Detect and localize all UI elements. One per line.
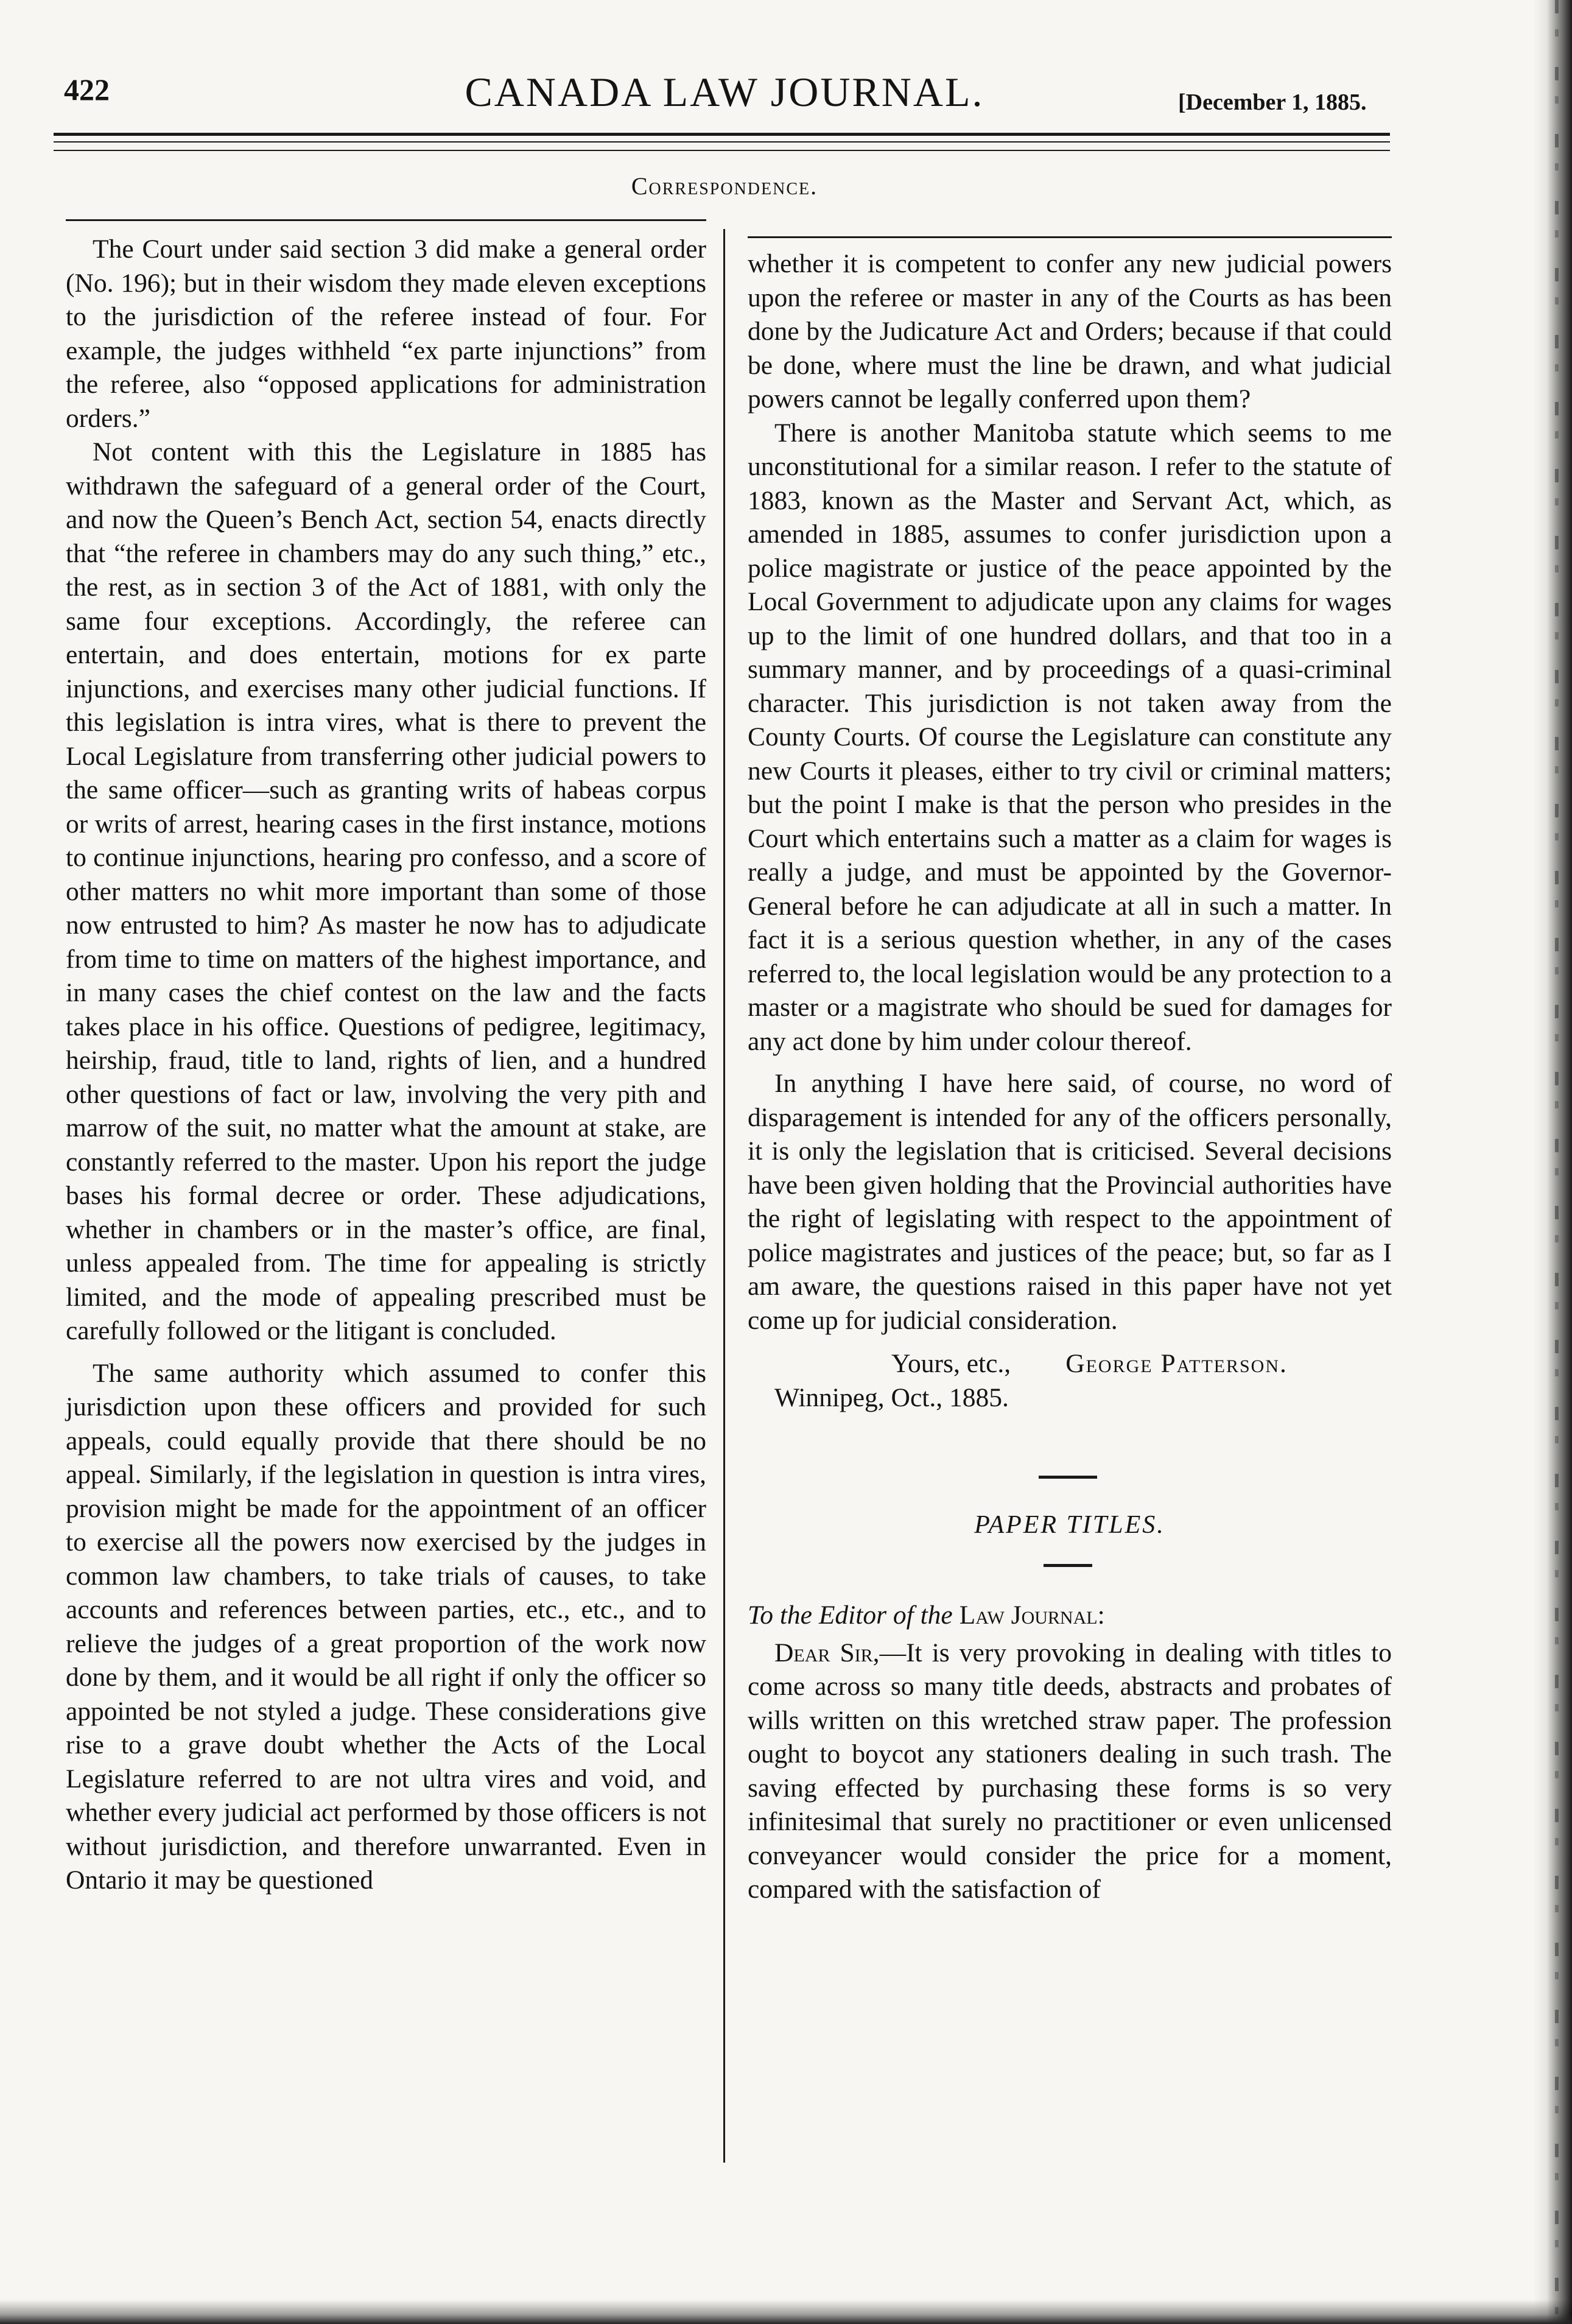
page-edge-shadow	[1533, 0, 1572, 2324]
article-title: PAPER TITLES.	[974, 1511, 1165, 1539]
signoff-closing: Yours, etc.,	[891, 1349, 1011, 1378]
separator-dash-2	[1044, 1564, 1092, 1567]
dear-sir: Dear Sir,	[774, 1638, 880, 1667]
article-body-text: —It is very provoking in dealing with titles to come across so many title deeds, abstracts and probates of wills written on this wretched straw paper. The profession ought to boycot any stationers dealing in such trash. The saving effected by purchasing these forms is so very infinitesimal that surely no practitioner or even unlicensed conveyancer would consider the price for a moment, compared with the satisfaction of	[748, 1638, 1392, 1904]
column-divider	[723, 229, 725, 2163]
article-body	[748, 1636, 1392, 1907]
separator-dash	[1039, 1476, 1097, 1479]
salutation-prefix: To the Editor of the	[748, 1600, 953, 1630]
section-rule-left	[66, 219, 706, 221]
left-column	[66, 233, 706, 1898]
journal-title: CANADA LAW JOURNAL.	[465, 69, 984, 115]
header-rule-thick	[54, 133, 1390, 136]
header-rule-thin	[54, 141, 1390, 143]
page-number: 422	[64, 72, 110, 107]
left-paragraph-2: Not content with this the Legislature in 1885 has withdrawn the safeguard of a general order of the Court, and now the Queen’s Bench Act, section 54, enacts directly that “the referee in chambers may do any such thing,” etc., the rest, as in section 3 of the Act of 1881, with only the same four exceptions. Accordingly, the referee can entertain, and does entertain, motions for ex parte injunctions, and exercises many other judicial functions. If this legislation is intra vires, what is there to prevent the Local Legislature from transferring other judicial powers to the same officer—such as granting writs of habeas corpus or writs of arrest, hearing cases in the first instance, motions to continue injunctions, hearing pro confesso, and a score of other matters no whit more important than some of those now entrusted to him? As master he now has to adjudicate from time to time on matters of the highest importance, and in many cases the chief contest on the law and the facts takes place in his office. Questions of pedigree, legitimacy, heirship, fraud, title to land, rights of lien, and a hundred other questions of fact or law, involving the very pith and marrow of the suit, no matter what the amount at stake, are constantly referred to the master. Upon his report the judge bases his formal decree or order. These adjudications, whether in chambers or in the master’s office, are final, unless appealed from. The time for appealing is strictly limited, and the mode of appealing prescribed must be carefully followed or the litigant is concluded.	[66, 437, 706, 1345]
signoff-line	[748, 1347, 1392, 1381]
header-rule-thin-2	[54, 150, 1390, 151]
section-heading: Correspondence.	[631, 172, 818, 200]
salutation-suffix: :	[1097, 1600, 1105, 1630]
page-bottom-shadow	[0, 2300, 1572, 2324]
right-column	[748, 247, 1392, 1907]
right-paragraph-3: In anything I have here said, of course, no word of disparagement is intended for any of the officers personally, it is only the legislation that is criticised. Several decisions have been given holding that the Provincial authorities have the right of legislating with respect to the appointment of police magistrates and justices of the peace; but, so far as I am aware, the questions raised in this paper have not yet come up for judicial consideration.	[748, 1069, 1392, 1335]
signoff-name: George Patterson.	[1065, 1349, 1288, 1378]
section-rule-right	[748, 236, 1392, 238]
left-paragraph-1: The Court under said section 3 did make a general order (No. 196); but in their wisdom they made eleven exceptions to the jurisdiction of the referee instead of four. For example, the judges withheld “ex parte injunctions” from the referee, also “opposed applications for administration orders.”	[66, 234, 706, 433]
salutation-journal: Law Journal	[959, 1600, 1098, 1630]
issue-date: [December 1, 1885.	[1178, 90, 1367, 115]
page-edge-binding	[1555, 0, 1559, 2324]
salutation	[748, 1599, 1392, 1633]
signoff-place-date: Winnipeg, Oct., 1885.	[774, 1382, 1009, 1412]
right-paragraph-1: whether it is competent to confer any new judicial powers upon the referee or master in any of the Courts as has been done by the Judicature Act and Orders; because if that could be done, where must the line be drawn, and what judicial powers cannot be legally conferred upon them?	[748, 249, 1392, 414]
left-paragraph-3: The same authority which assumed to confer this jurisdiction upon these officers and provided for such appeals, could equally provide that there should be no appeal. Similarly, if the legislation in question is intra vires, provision might be made for the appointment of an officer to exercise all the powers now exercised by the judges in common law chambers, to take trials of causes, to take accounts and references between parties, etc., etc., and to relieve the judges of a great proportion of the work now done by them, and it would be all right if only the officer so appointed be not styled a judge. These considerations give rise to a grave doubt whether the Acts of the Local Legislature referred to are not ultra vires and void, and whether every judicial act performed by those officers is not without jurisdiction, and therefore unwarranted. Even in Ontario it may be questioned	[66, 1358, 706, 1895]
right-paragraph-2: There is another Manitoba statute which seems to me unconstitutional for a similar reason. I refer to the statute of 1883, known as the Master and Servant Act, which, as amended in 1885, assumes to confer jurisdiction upon a police magistrate or justice of the peace appointed by the Local Government to adjudicate upon any claims for wages up to the limit of one hundred dollars, and that too in a summary manner, and by proceedings of a quasi-criminal character. This jurisdiction is not taken away from the County Courts. Of course the Legislature can constitute any new Courts it pleases, either to try civil or criminal matters; but the point I make is that the person who presides in the Court which entertains such a matter as a claim for wages is really a judge, and must be appointed by the Governor-General before he can adjudicate at all in such a matter. In fact it is a serious question whether, in any of the cases referred to, the local legislation would be any protection to a master or a magistrate who should be sued for damages for any act done by him under colour thereof.	[748, 418, 1392, 1056]
